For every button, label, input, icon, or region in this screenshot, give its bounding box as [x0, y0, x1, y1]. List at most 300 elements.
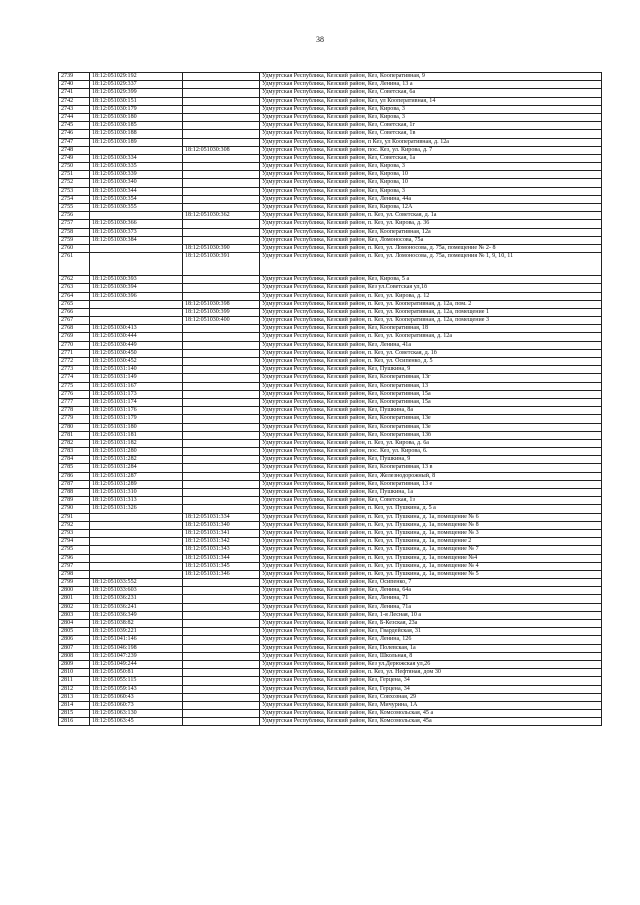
- premises-cadastral-number-cell: [183, 333, 260, 341]
- address-cell: Удмуртская Республика, Кезский район, пос. Кез, ул. Кирова, д. 7: [260, 146, 602, 154]
- table-row: [59, 685, 602, 693]
- row-number-cell: 2809: [59, 660, 90, 668]
- cadastral-number-cell: [90, 562, 183, 570]
- address-cell: Удмуртская Республика, Кезский район, Кез, Б-Кезская, 23а: [260, 620, 602, 628]
- cadastral-number-cell: 18:12:051049:244: [90, 660, 183, 668]
- row-number-cell: 2768: [59, 325, 90, 333]
- cadastral-number-cell: 18:12:051063:45: [90, 718, 183, 726]
- address-cell: Удмуртская Республика, Кезский район, Кез, Кирова, 10: [260, 179, 602, 187]
- row-number-cell: 2766: [59, 308, 90, 316]
- address-cell: Удмуртская Республика, Кезский район, Кез, Ломоносова, 75а: [260, 236, 602, 244]
- cadastral-number-cell: 18:12:051030:354: [90, 195, 183, 203]
- address-cell: Удмуртская Республика, Кезский район, п. Кез, ул. Кооперативная, д. 12а: [260, 333, 602, 341]
- address-cell: Удмуртская Республика, Кезский район, п. Кез, ул. Пушкина, д. 1а, помещение № 3: [260, 529, 602, 537]
- address-cell: Удмуртская Республика, Кезский район, Кез, Кооперативная, 13е: [260, 423, 602, 431]
- table-row: [59, 113, 602, 121]
- table-row: [59, 105, 602, 113]
- row-number-cell: 2752: [59, 179, 90, 187]
- row-number-cell: 2748: [59, 146, 90, 154]
- row-number-cell: 2782: [59, 439, 90, 447]
- cadastral-number-cell: [90, 244, 183, 252]
- premises-cadastral-number-cell: [183, 341, 260, 349]
- row-number-cell: 2743: [59, 105, 90, 113]
- address-cell: Удмуртская Республика, Кезский район, п. Кез, ул. Нефтяная, дом 30: [260, 669, 602, 677]
- table-row: [59, 669, 602, 677]
- address-cell: Удмуртская Республика, Кезский район, п. Кез, ул. Кирова, д. 6а: [260, 439, 602, 447]
- premises-cadastral-number-cell: [183, 407, 260, 415]
- cadastral-number-cell: [90, 317, 183, 325]
- address-cell: Удмуртская Республика, Кезский район, Кез, Кооперативная, 15а: [260, 398, 602, 406]
- row-number-cell: 2799: [59, 579, 90, 587]
- table-row: [59, 554, 602, 562]
- address-cell: Удмуртская Республика, Кезский район, Кез, Кооперативная, 13 в: [260, 464, 602, 472]
- row-number-cell: 2760: [59, 244, 90, 252]
- cadastral-number-cell: 18:12:051031:282: [90, 456, 183, 464]
- address-cell: Удмуртская Республика, Кезский район, Кез, Ленина, 71а: [260, 603, 602, 611]
- premises-cadastral-number-cell: 18:12:051031:345: [183, 562, 260, 570]
- table-row: [59, 398, 602, 406]
- premises-cadastral-number-cell: [183, 636, 260, 644]
- cadastral-number-cell: 18:12:051030:449: [90, 341, 183, 349]
- row-number-cell: 2746: [59, 130, 90, 138]
- cadastral-number-cell: 18:12:051030:340: [90, 179, 183, 187]
- table-row: [59, 710, 602, 718]
- premises-cadastral-number-cell: 18:12:051030:400: [183, 317, 260, 325]
- address-cell: Удмуртская Республика, Кезский район, Кез, Кооперативная, 13г: [260, 374, 602, 382]
- address-cell: Удмуртская Республика, Кезский район, Кез, ул Кооперативная, 14: [260, 97, 602, 105]
- premises-cadastral-number-cell: [183, 81, 260, 89]
- row-number-cell: 2811: [59, 677, 90, 685]
- premises-cadastral-number-cell: 18:12:051030:398: [183, 300, 260, 308]
- address-cell: Удмуртская Республика, Кезский район, Кез, 1-я Лесная, 10 а: [260, 611, 602, 619]
- row-number-cell: 2788: [59, 489, 90, 497]
- address-cell: Удмуртская Республика, Кезский район, Кез, Ленина, 41а: [260, 341, 602, 349]
- address-cell: Удмуртская Республика, Кезский район, Кез, Ленина, 71: [260, 595, 602, 603]
- row-number-cell: 2789: [59, 497, 90, 505]
- table-row: [59, 660, 602, 668]
- row-number-cell: 2801: [59, 595, 90, 603]
- row-number-cell: 2771: [59, 349, 90, 357]
- table-row: [59, 300, 602, 308]
- premises-cadastral-number-cell: [183, 660, 260, 668]
- cadastral-number-cell: 18:12:051030:339: [90, 171, 183, 179]
- premises-cadastral-number-cell: [183, 228, 260, 236]
- cadastral-number-cell: 18:12:051030:151: [90, 97, 183, 105]
- address-cell: Удмуртская Республика, Кезский район, Кез, Герцена, 34: [260, 685, 602, 693]
- table-row: [59, 130, 602, 138]
- row-number-cell: 2783: [59, 448, 90, 456]
- cadastral-number-cell: 18:12:051031:310: [90, 489, 183, 497]
- table-row: [59, 529, 602, 537]
- table-row: [59, 652, 602, 660]
- premises-cadastral-number-cell: [183, 325, 260, 333]
- table-row: [59, 472, 602, 480]
- cadastral-number-cell: 18:12:051030:444: [90, 333, 183, 341]
- page-number: 38: [316, 35, 324, 44]
- cadastral-number-cell: 18:12:051031:167: [90, 382, 183, 390]
- address-cell: Удмуртская Республика, Кезский район, Кез, Советская, 6а: [260, 89, 602, 97]
- row-number-cell: 2757: [59, 220, 90, 228]
- address-cell: Удмуртская Республика, Кезский район, п. Кез, ул. Кирова, д. 36: [260, 220, 602, 228]
- address-cell: Удмуртская Республика, Кезский район, Кез, Кирова, 12А: [260, 204, 602, 212]
- table-row: [59, 333, 602, 341]
- cadastral-number-cell: 18:12:051031:173: [90, 390, 183, 398]
- cadastral-number-cell: 18:12:051031:284: [90, 464, 183, 472]
- address-cell: Удмуртская Республика, Кезский район, п. Кез, ул. Пушкина, д. 1а, помещение №4: [260, 554, 602, 562]
- cadastral-number-cell: 18:12:051036:349: [90, 611, 183, 619]
- cadastral-number-cell: 18:12:051030:413: [90, 325, 183, 333]
- address-cell: Удмуртская Республика, Кезский район, Кез, Советская, 1в: [260, 130, 602, 138]
- cadastral-number-cell: [90, 570, 183, 578]
- table-row: [59, 382, 602, 390]
- table-row: [59, 366, 602, 374]
- premises-cadastral-number-cell: [183, 415, 260, 423]
- address-cell: Удмуртская Республика, Кезский район, Кез, Кооперативная, 13 е: [260, 480, 602, 488]
- address-cell: Удмуртская Республика, Кезский район, Кез, Кооперативная, 12а: [260, 228, 602, 236]
- premises-cadastral-number-cell: [183, 620, 260, 628]
- premises-cadastral-number-cell: 18:12:051030:390: [183, 244, 260, 252]
- address-cell: Удмуртская Республика, Кезский район, п. Кез, ул. Пушкина, д. 1а, помещение № 7: [260, 546, 602, 554]
- premises-cadastral-number-cell: [183, 374, 260, 382]
- cadastral-number-cell: 18:12:051036:241: [90, 603, 183, 611]
- cadastral-number-cell: 18:12:051060:73: [90, 701, 183, 709]
- cadastral-number-cell: 18:12:051029:337: [90, 81, 183, 89]
- premises-cadastral-number-cell: 18:12:051030:391: [183, 253, 260, 276]
- address-cell: Удмуртская Республика, Кезский район, Кез ул.Дерюжская ул,26: [260, 660, 602, 668]
- premises-cadastral-number-cell: 18:12:051031:334: [183, 513, 260, 521]
- table-row: [59, 644, 602, 652]
- table-row: [59, 163, 602, 171]
- premises-cadastral-number-cell: [183, 701, 260, 709]
- cadastral-number-cell: [90, 546, 183, 554]
- premises-cadastral-number-cell: [183, 423, 260, 431]
- table-row: [59, 253, 602, 276]
- address-cell: Удмуртская Республика, Кезский район, п Кез, ул Кооперативная, д. 12а: [260, 138, 602, 146]
- row-number-cell: 2756: [59, 212, 90, 220]
- address-cell: Удмуртская Республика, Кезский район, п. Кез, ул. Пушкина, д. 1а, помещение 2: [260, 538, 602, 546]
- address-cell: Удмуртская Республика, Кезский район, Кез, Кирова, 3: [260, 163, 602, 171]
- row-number-cell: 2792: [59, 521, 90, 529]
- address-cell: Удмуртская Республика, Кезский район, Кез, Кирова, 10: [260, 171, 602, 179]
- premises-cadastral-number-cell: 18:12:051031:340: [183, 521, 260, 529]
- table-row: [59, 464, 602, 472]
- table-row: [59, 701, 602, 709]
- premises-cadastral-number-cell: [183, 366, 260, 374]
- cadastral-number-cell: [90, 529, 183, 537]
- cadastral-number-cell: 18:12:051038:82: [90, 620, 183, 628]
- cadastral-number-cell: 18:12:051063:130: [90, 710, 183, 718]
- premises-cadastral-number-cell: 18:12:051031:346: [183, 570, 260, 578]
- row-number-cell: 2813: [59, 693, 90, 701]
- cadastral-number-cell: 18:12:051031:280: [90, 448, 183, 456]
- table-row: [59, 505, 602, 513]
- premises-cadastral-number-cell: [183, 382, 260, 390]
- row-number-cell: 2744: [59, 113, 90, 121]
- address-cell: Удмуртская Республика, Кезский район, Кез, Ленина, 126: [260, 636, 602, 644]
- row-number-cell: 2777: [59, 398, 90, 406]
- premises-cadastral-number-cell: [183, 236, 260, 244]
- premises-cadastral-number-cell: [183, 669, 260, 677]
- registry-table-body: [59, 73, 602, 726]
- address-cell: Удмуртская Республика, Кезский район, Кез, Комсомольская, 45 а: [260, 710, 602, 718]
- cadastral-number-cell: 18:12:051030:335: [90, 163, 183, 171]
- row-number-cell: 2812: [59, 685, 90, 693]
- premises-cadastral-number-cell: [183, 685, 260, 693]
- table-row: [59, 611, 602, 619]
- cadastral-number-cell: 18:12:051055:115: [90, 677, 183, 685]
- row-number-cell: 2800: [59, 587, 90, 595]
- premises-cadastral-number-cell: [183, 480, 260, 488]
- address-cell: Удмуртская Республика, Кезский район, Кез, Кооперативная, 13е: [260, 415, 602, 423]
- table-row: [59, 236, 602, 244]
- table-row: [59, 154, 602, 162]
- premises-cadastral-number-cell: [183, 439, 260, 447]
- row-number-cell: 2804: [59, 620, 90, 628]
- table-row: [59, 187, 602, 195]
- table-row: [59, 292, 602, 300]
- address-cell: Удмуртская Республика, Кезский район, Кез, Советская, 1а: [260, 154, 602, 162]
- table-row: [59, 636, 602, 644]
- address-cell: Удмуртская Республика, Кезский район, Кез, Пушкина, 9: [260, 366, 602, 374]
- address-cell: Удмуртская Республика, Кезский район, Кез, Кирова, 3: [260, 113, 602, 121]
- address-cell: Удмуртская Республика, Кезский район, Кез, Кооперативная, 9: [260, 73, 602, 81]
- cadastral-number-cell: 18:12:051031:176: [90, 407, 183, 415]
- table-row: [59, 358, 602, 366]
- table-row: [59, 73, 602, 81]
- cadastral-number-cell: 18:12:051039:221: [90, 628, 183, 636]
- cadastral-number-cell: 18:12:051030:394: [90, 284, 183, 292]
- premises-cadastral-number-cell: 18:12:051031:344: [183, 554, 260, 562]
- table-row: [59, 595, 602, 603]
- premises-cadastral-number-cell: 18:12:051031:341: [183, 529, 260, 537]
- premises-cadastral-number-cell: [183, 497, 260, 505]
- address-cell: Удмуртская Республика, Кезский район, Кез, Герцена, 34: [260, 677, 602, 685]
- row-number-cell: 2754: [59, 195, 90, 203]
- address-cell: Удмуртская Республика, Кезский район, Кез, Полевская, 1а: [260, 644, 602, 652]
- address-cell: Удмуртская Республика, Кезский район, Кез, Совхозная, 29: [260, 693, 602, 701]
- table-row: [59, 415, 602, 423]
- table-row: [59, 693, 602, 701]
- address-cell: Удмуртская Республика, Кезский район, п. Кез, ул. Пушкина, д. 1а, помещение № 6: [260, 513, 602, 521]
- row-number-cell: 2774: [59, 374, 90, 382]
- address-cell: Удмуртская Республика, Кезский район, Кез, Мичурина, 1А: [260, 701, 602, 709]
- row-number-cell: 2796: [59, 554, 90, 562]
- address-cell: Удмуртская Республика, Кезский район, п. Кез, ул. Ломоносова, д. 75а, помещения № 1, 9, 10, 11: [260, 253, 602, 276]
- cadastral-number-cell: 18:12:051031:179: [90, 415, 183, 423]
- cadastral-number-cell: 18:12:051059:143: [90, 685, 183, 693]
- premises-cadastral-number-cell: [183, 489, 260, 497]
- premises-cadastral-number-cell: 18:12:051030:362: [183, 212, 260, 220]
- row-number-cell: 2802: [59, 603, 90, 611]
- row-number-cell: 2739: [59, 73, 90, 81]
- table-row: [59, 317, 602, 325]
- row-number-cell: 2750: [59, 163, 90, 171]
- table-row: [59, 521, 602, 529]
- cadastral-number-cell: 18:12:051030:179: [90, 105, 183, 113]
- premises-cadastral-number-cell: [183, 349, 260, 357]
- address-cell: Удмуртская Республика, Кезский район, Кез, Советская, 1г: [260, 122, 602, 130]
- premises-cadastral-number-cell: [183, 276, 260, 284]
- table-row: [59, 204, 602, 212]
- table-row: [59, 579, 602, 587]
- premises-cadastral-number-cell: [183, 587, 260, 595]
- table-row: [59, 407, 602, 415]
- cadastral-number-cell: 18:12:051030:384: [90, 236, 183, 244]
- premises-cadastral-number-cell: [183, 220, 260, 228]
- address-cell: Удмуртская Республика, Кезский район, Кез, Пушкина, 9: [260, 456, 602, 464]
- cadastral-number-cell: 18:12:051031:289: [90, 480, 183, 488]
- table-row: [59, 146, 602, 154]
- cadastral-number-cell: 18:12:051030:189: [90, 138, 183, 146]
- cadastral-number-cell: 18:12:051031:287: [90, 472, 183, 480]
- address-cell: Удмуртская Республика, Кезский район, Кез, Ленина, 44а: [260, 195, 602, 203]
- premises-cadastral-number-cell: [183, 710, 260, 718]
- cadastral-number-cell: 18:12:051030:450: [90, 349, 183, 357]
- table-row: [59, 538, 602, 546]
- table-row: [59, 284, 602, 292]
- cadastral-number-cell: 18:12:051030:188: [90, 130, 183, 138]
- address-cell: Удмуртская Республика, Кезский район, Кез, Кооперативная, 13: [260, 382, 602, 390]
- address-cell: Удмуртская Республика, Кезский район, Кез ул.Советская ул,1б: [260, 284, 602, 292]
- address-cell: Удмуртская Республика, Кезский район, Кез, Советская, 1з: [260, 497, 602, 505]
- table-row: [59, 89, 602, 97]
- premises-cadastral-number-cell: [183, 292, 260, 300]
- premises-cadastral-number-cell: [183, 187, 260, 195]
- cadastral-number-cell: 18:12:051031:149: [90, 374, 183, 382]
- row-number-cell: 2769: [59, 333, 90, 341]
- table-row: [59, 587, 602, 595]
- cadastral-number-cell: 18:12:051030:373: [90, 228, 183, 236]
- table-row: [59, 138, 602, 146]
- premises-cadastral-number-cell: [183, 644, 260, 652]
- address-cell: Удмуртская Республика, Кезский район, п. Кез, ул. Советская, д. 1а: [260, 212, 602, 220]
- table-row: [59, 456, 602, 464]
- row-number-cell: 2814: [59, 701, 90, 709]
- premises-cadastral-number-cell: [183, 73, 260, 81]
- cadastral-number-cell: 18:12:051030:366: [90, 220, 183, 228]
- address-cell: Удмуртская Республика, Кезский район, Кез, Пушкина, 8а: [260, 407, 602, 415]
- row-number-cell: 2795: [59, 546, 90, 554]
- table-row: [59, 620, 602, 628]
- table-row: [59, 431, 602, 439]
- row-number-cell: 2815: [59, 710, 90, 718]
- table-row: [59, 390, 602, 398]
- table-row: [59, 349, 602, 357]
- row-number-cell: 2767: [59, 317, 90, 325]
- address-cell: Удмуртская Республика, Кезский район, Кез, Железнодорожный, 8: [260, 472, 602, 480]
- table-row: [59, 603, 602, 611]
- cadastral-number-cell: 18:12:051033:603: [90, 587, 183, 595]
- premises-cadastral-number-cell: [183, 97, 260, 105]
- premises-cadastral-number-cell: 18:12:051031:343: [183, 546, 260, 554]
- cadastral-number-cell: 18:12:051031:180: [90, 423, 183, 431]
- table-row: [59, 423, 602, 431]
- premises-cadastral-number-cell: [183, 628, 260, 636]
- row-number-cell: 2773: [59, 366, 90, 374]
- row-number-cell: 2798: [59, 570, 90, 578]
- table-row: [59, 497, 602, 505]
- premises-cadastral-number-cell: [183, 431, 260, 439]
- premises-cadastral-number-cell: [183, 122, 260, 130]
- premises-cadastral-number-cell: [183, 677, 260, 685]
- premises-cadastral-number-cell: [183, 195, 260, 203]
- premises-cadastral-number-cell: [183, 105, 260, 113]
- row-number-cell: 2786: [59, 472, 90, 480]
- address-cell: Удмуртская Республика, Кезский район, п. Кез, ул. Ломоносова, д. 75а, помещение № 2- 8: [260, 244, 602, 252]
- address-cell: Удмуртская Республика, Кезский район, п. Кез, ул. Пушкина, д. 1а, помещение № 4: [260, 562, 602, 570]
- premises-cadastral-number-cell: [183, 448, 260, 456]
- row-number-cell: 2759: [59, 236, 90, 244]
- registry-table: [58, 72, 602, 726]
- premises-cadastral-number-cell: [183, 505, 260, 513]
- row-number-cell: 2765: [59, 300, 90, 308]
- row-number-cell: 2779: [59, 415, 90, 423]
- premises-cadastral-number-cell: [183, 171, 260, 179]
- cadastral-number-cell: [90, 308, 183, 316]
- cadastral-number-cell: 18:12:051029:399: [90, 89, 183, 97]
- cadastral-number-cell: [90, 146, 183, 154]
- premises-cadastral-number-cell: [183, 579, 260, 587]
- cadastral-number-cell: 18:12:051030:344: [90, 187, 183, 195]
- row-number-cell: 2764: [59, 292, 90, 300]
- row-number-cell: 2797: [59, 562, 90, 570]
- cadastral-number-cell: 18:12:051030:452: [90, 358, 183, 366]
- premises-cadastral-number-cell: [183, 456, 260, 464]
- address-cell: Удмуртская Республика, Кезский район, п. Кез, ул. Пушкина, д. 1а, помещение № 8: [260, 521, 602, 529]
- table-row: [59, 562, 602, 570]
- table-row: [59, 308, 602, 316]
- row-number-cell: 2761: [59, 253, 90, 276]
- row-number-cell: 2745: [59, 122, 90, 130]
- row-number-cell: 2784: [59, 456, 90, 464]
- row-number-cell: 2803: [59, 611, 90, 619]
- cadastral-number-cell: [90, 300, 183, 308]
- table-row: [59, 244, 602, 252]
- address-cell: Удмуртская Республика, Кезский район, п. Кез, ул. Кооперативная, д. 12а, пом. 2: [260, 300, 602, 308]
- table-row: [59, 480, 602, 488]
- row-number-cell: 2780: [59, 423, 90, 431]
- table-row: [59, 171, 602, 179]
- cadastral-number-cell: [90, 212, 183, 220]
- address-cell: Удмуртская Республика, Кезский район, п. Кез, ул. Кооперативная, д. 12а, помещение 1: [260, 308, 602, 316]
- table-row: [59, 220, 602, 228]
- address-cell: Удмуртская Республика, Кезский район, Кез, Школьная, 8: [260, 652, 602, 660]
- premises-cadastral-number-cell: [183, 398, 260, 406]
- row-number-cell: 2770: [59, 341, 90, 349]
- premises-cadastral-number-cell: 18:12:051030:308: [183, 146, 260, 154]
- cadastral-number-cell: 18:12:051060:43: [90, 693, 183, 701]
- row-number-cell: 2753: [59, 187, 90, 195]
- cadastral-number-cell: 18:12:051050:81: [90, 669, 183, 677]
- table-row: [59, 489, 602, 497]
- row-number-cell: 2742: [59, 97, 90, 105]
- address-cell: Удмуртская Республика, Кезский район, Кез, Комсомольская, 45а: [260, 718, 602, 726]
- table-row: [59, 448, 602, 456]
- table-row: [59, 179, 602, 187]
- table-row: [59, 341, 602, 349]
- cadastral-number-cell: 18:12:051030:180: [90, 113, 183, 121]
- cadastral-number-cell: 18:12:051030:393: [90, 276, 183, 284]
- row-number-cell: 2749: [59, 154, 90, 162]
- cadastral-number-cell: 18:12:051031:313: [90, 497, 183, 505]
- address-cell: Удмуртская Республика, Кезский район, п. Кез, ул. Осипенко, д. 5: [260, 358, 602, 366]
- premises-cadastral-number-cell: [183, 284, 260, 292]
- row-number-cell: 2747: [59, 138, 90, 146]
- premises-cadastral-number-cell: [183, 693, 260, 701]
- row-number-cell: 2781: [59, 431, 90, 439]
- premises-cadastral-number-cell: [183, 603, 260, 611]
- premises-cadastral-number-cell: [183, 154, 260, 162]
